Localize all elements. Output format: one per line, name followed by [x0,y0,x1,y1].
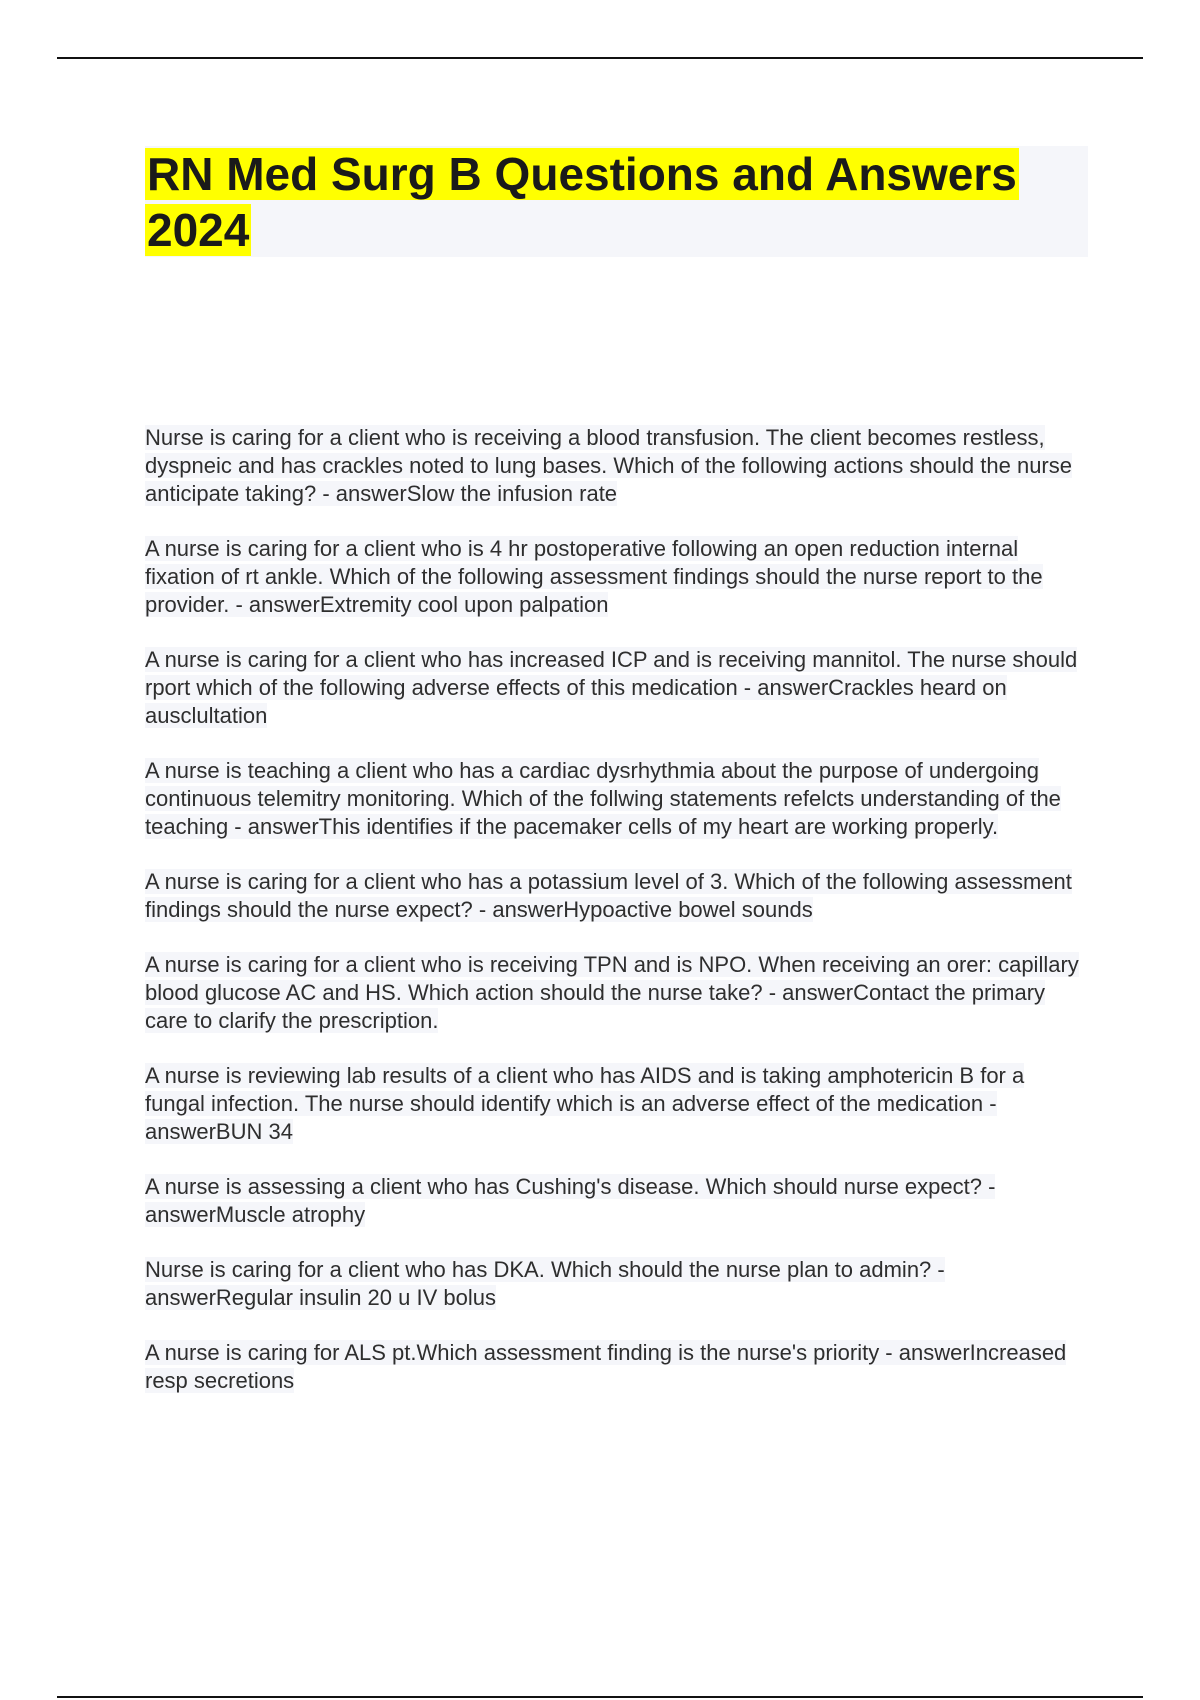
question-text: Nurse is caring for a client who has DKA. Which should the nurse plan to admin? - answer [145,1257,945,1310]
question-text: A nurse is caring for ALS pt.Which assessment finding is the nurse's priority - answer [145,1340,970,1365]
answer-text: Slow the infusion rate [406,481,618,506]
title-highlight: RN Med Surg B Questions and Answers 2024 [147,148,1017,256]
answer-text: Extremity cool upon palpation [319,592,609,617]
question-text: A nurse is caring for a client who has increased ICP and is receiving mannitol. The nurse should rport which of the following adverse effects of this medication - answer [145,647,1078,700]
answer-text: Muscle atrophy [215,1202,366,1227]
bottom-rule [57,1696,1143,1698]
qa-item-7 [145,1062,1090,1146]
question-text: A nurse is reviewing lab results of a client who has AIDS and is taking amphotericin B for a fungal infection. The nurse should identify which is an adverse effect of the medication - answer [145,1063,1025,1144]
qa-item-4 [145,757,1090,841]
top-rule [57,57,1143,59]
qa-item-10 [145,1339,1090,1395]
qa-item-1 [145,424,1090,508]
question-text: A nurse is caring for a client who is 4 hr postoperative following an open reduction internal fixation of rt ankle. Which of the following assessment findings should the nurse report to the provider. - answer [145,536,1043,617]
qa-item-6 [145,951,1090,1035]
qa-item-9 [145,1256,1090,1312]
answer-text: BUN 34 [215,1119,293,1144]
document-title [145,146,1088,258]
question-text: Nurse is caring for a client who is receiving a blood transfusion. The client becomes restless, dyspneic and has crackles noted to lung bases. Which of the following actions should the nurse anticipate taking? - answer [145,425,1072,506]
qa-item-8 [145,1173,1090,1229]
answer-text: Hypoactive bowel sounds [563,897,813,922]
qa-item-5 [145,868,1090,924]
qa-item-2 [145,535,1090,619]
answer-text: Crackles heard on ausclultation [145,675,1007,728]
answer-text: Contact the primary care to clarify the prescription. [145,980,1046,1033]
question-text: A nurse is caring for a client who is receiving TPN and is NPO. When receiving an orer: capillary blood glucose AC and HS. Which action should the nurse take? - answer [145,952,1079,1005]
qa-list [145,424,1090,1422]
question-text: A nurse is teaching a client who has a cardiac dysrhythmia about the purpose of undergoing continuous telemitry monitoring. Which of the follwing statements refelcts understanding of the teaching - answer [145,758,1061,839]
answer-text: Increased resp secretions [145,1340,1067,1393]
title-block [145,146,1088,257]
question-text: A nurse is caring for a client who has a potassium level of 3. Which of the following assessment findings should the nurse expect? - answer [145,869,1072,922]
question-text: A nurse is assessing a client who has Cushing's disease. Which should nurse expect? - answer [145,1174,996,1227]
answer-text: This identifies if the pacemaker cells of my heart are working properly. [318,814,999,839]
qa-item-3 [145,646,1090,730]
answer-text: Regular insulin 20 u IV bolus [215,1285,496,1310]
